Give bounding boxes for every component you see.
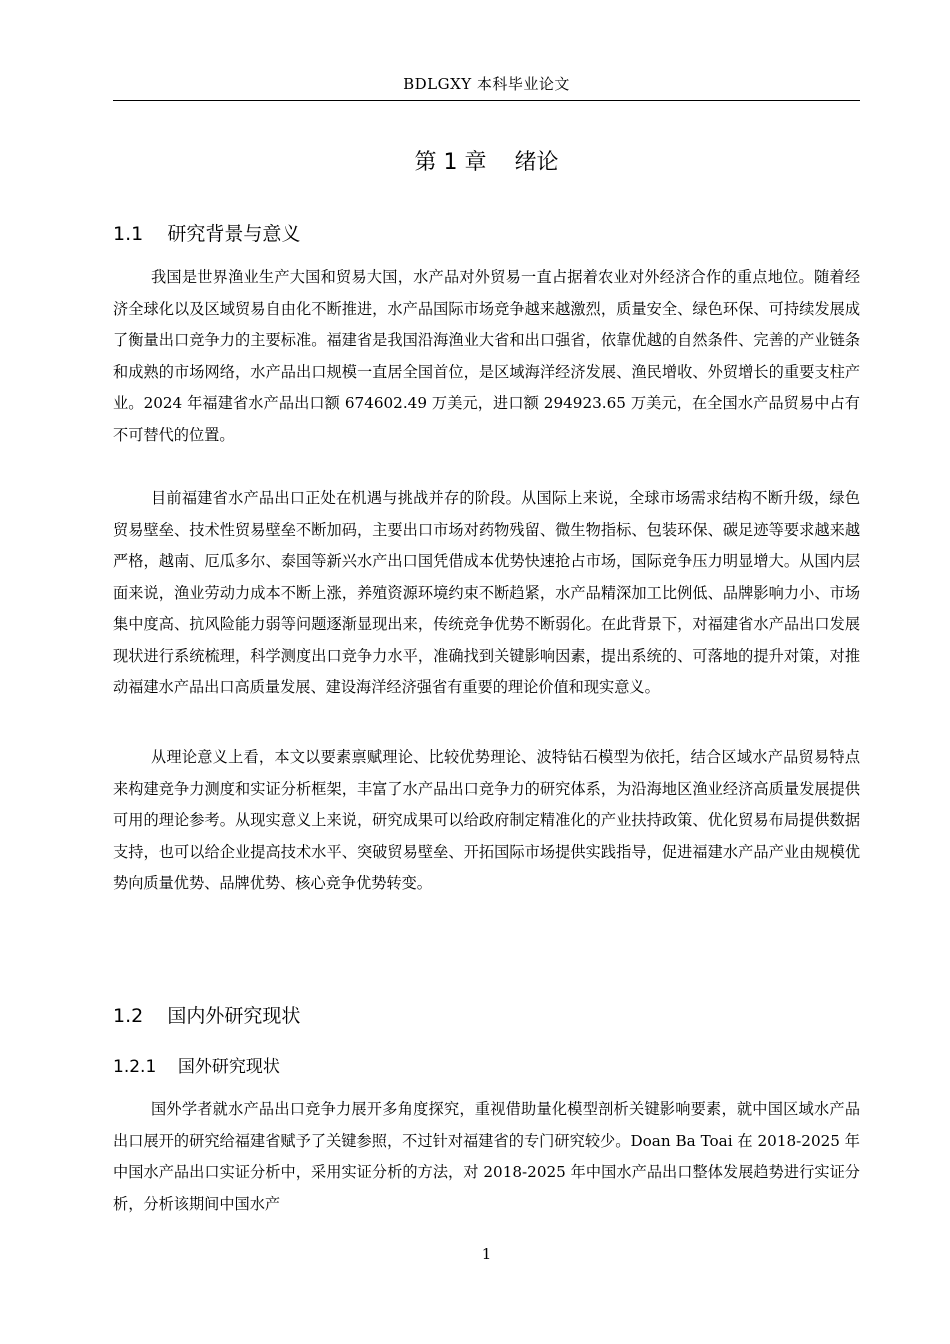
paragraph-1: 我国是世界渔业生产大国和贸易大国，水产品对外贸易一直占据着农业对外经济合作的重点地位。随着经济全球化以及区域贸易自由化不断推进，水产品国际市场竞争越来越激烈，质量安全、绿色环保、可持续发展成了衡量出口竞争力的主要标准。福建省是我国沿海渔业大省和出口强省，依靠优越的自然条件、完善的产业链条和成熟的市场网络，水产品出口规模一直居全国首位，是区域海洋经济发展、渔民增收、外贸增长的重要支柱产业。2024 年福建省水产品出口额 674602.49 万美元，进口额 294923.65 万美元，在全国水产品贸易中占有不可替代的位置。 [113, 268, 860, 444]
page-number: 1 [481, 1245, 492, 1263]
paragraph-3: 从理论意义上看，本文以要素禀赋理论、比较优势理论、波特钻石模型为依托，结合区域水产品贸易特点来构建竞争力测度和实证分析框架，丰富了水产品出口竞争力的研究体系，为沿海地区渔业经济高质量发展提供可用的理论参考。从现实意义上来说，研究成果可以给政府制定精准化的产业扶持政策、优化贸易布局提供数据支持，也可以给企业提高技术水平、突破贸易壁垒、开拓国际市场提供实践指导，促进福建水产品产业由规模优势向质量优势、品牌优势、核心竞争优势转变。 [113, 748, 860, 892]
header-rule [113, 100, 860, 101]
section-heading-1-1: 1.1 研究背景与意义 [113, 223, 301, 245]
paragraph-2: 目前福建省水产品出口正处在机遇与挑战并存的阶段。从国际上来说，全球市场需求结构不断升级，绿色贸易壁垒、技术性贸易壁垒不断加码，主要出口市场对药物残留、微生物指标、包装环保、碳足迹等要求越来越严格，越南、厄瓜多尔、泰国等新兴水产出口国凭借成本优势快速抢占市场，国际竞争压力明显增大。从国内层面来说，渔业劳动力成本不断上涨，养殖资源环境约束不断趋紧，水产品精深加工比例低、品牌影响力小、市场集中度高、抗风险能力弱等问题逐渐显现出来，传统竞争优势不断弱化。在此背景下，对福建省水产品出口发展现状进行系统梳理，科学测度出口竞争力水平，准确找到关键影响因素，提出系统的、可落地的提升对策，对推动福建水产品出口高质量发展、建设海洋经济强省有重要的理论价值和现实意义。 [113, 489, 860, 696]
section-heading-1-2: 1.2 国内外研究现状 [113, 1005, 301, 1027]
running-header: BDLGXY 本科毕业论文 [403, 75, 570, 93]
paragraph-4: 国外学者就水产品出口竞争力展开多角度探究，重视借助量化模型剖析关键影响要素，就中国区域水产品出口展开的研究给福建省赋予了关键参照，不过针对福建省的专门研究较少。Doan Ba Toai 在 2018-2025 年中国水产品出口实证分析中，采用实证分析的方法，对 2018-2025 年中国水产品出口整体发展趋势进行实证分析，分析该期间中国水产 [113, 1100, 860, 1213]
subsection-heading-1-2-1: 1.2.1 国外研究现状 [113, 1057, 280, 1077]
chapter-title: 第 1 章 绪论 [414, 150, 559, 175]
